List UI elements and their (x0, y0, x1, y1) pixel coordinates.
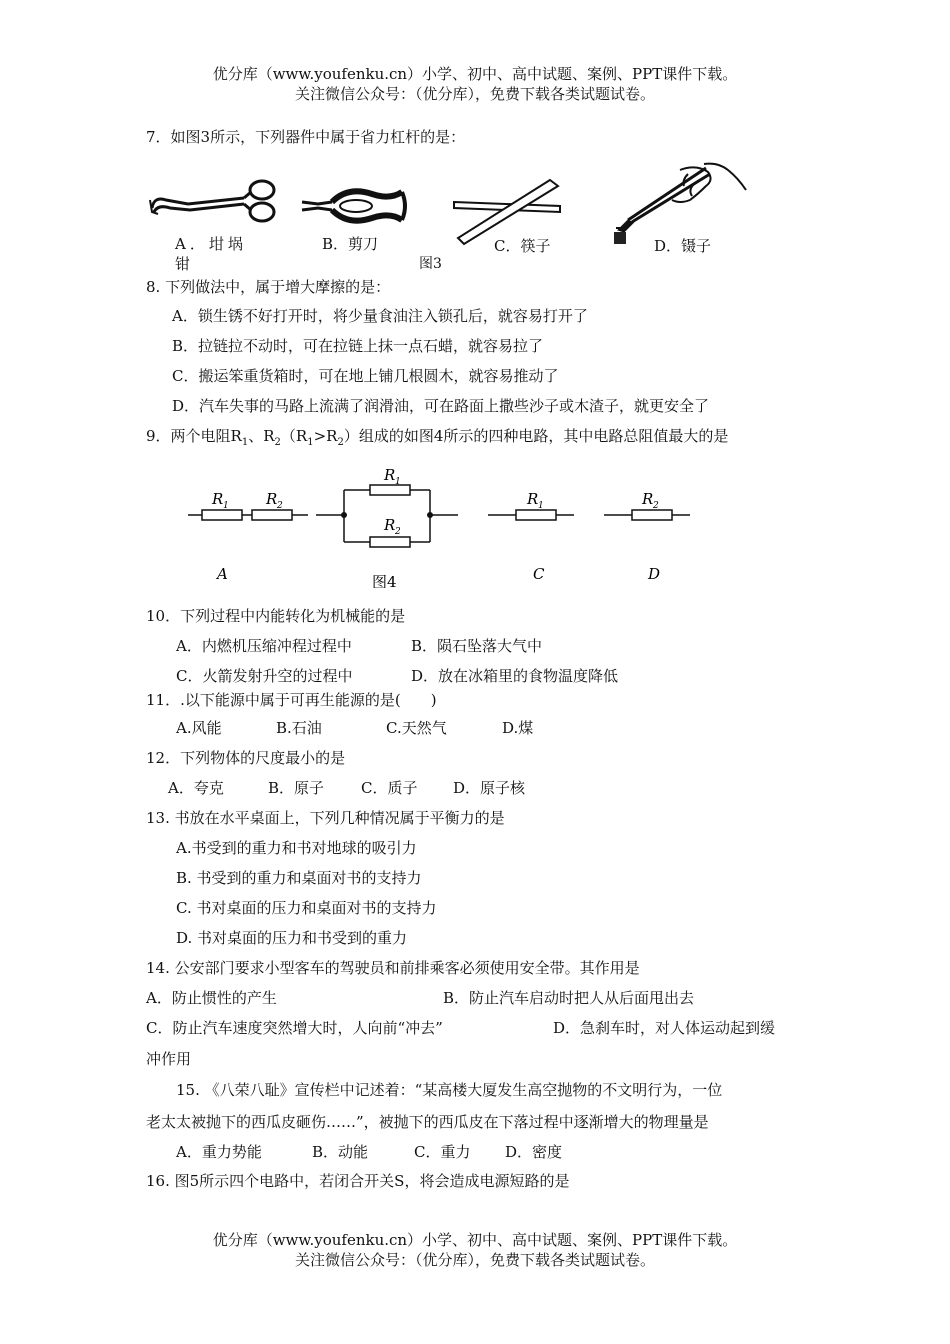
circuit-b-r2-label: R (384, 516, 396, 534)
crucible-tongs-figure (148, 178, 280, 230)
q8-option-d: D．汽车失事的马路上流满了润滑油，可在路面上撒些沙子或木渣子，就更安全了 (172, 397, 710, 415)
q14-option-d-cont: 冲作用 (146, 1050, 192, 1068)
q10-stem: 10．下列过程中内能转化为机械能的是 (146, 607, 406, 625)
circuit-c-r1-sub: 1 (538, 501, 544, 511)
circuit-a-r1-sub: 1 (223, 501, 229, 511)
q13-option-d: D. 书对桌面的压力和书受到的重力 (176, 929, 408, 947)
circuit-d-r2-sub: 2 (653, 501, 659, 511)
q11-stem: 11．.以下能源中属于可再生能源的是( ) (146, 691, 437, 709)
circuit-a-r2-sub: 2 (277, 501, 283, 511)
q7-option-a: A．坩埚 (175, 235, 247, 253)
q11-option-a: A.风能 (176, 719, 222, 737)
q7-option-d: D．镊子 (654, 237, 712, 255)
q8-option-c: C．搬运笨重货箱时，可在地上铺几根圆木，就容易推动了 (172, 367, 559, 385)
q11-option-c: C.天然气 (386, 719, 447, 737)
q15-option-b: B．动能 (312, 1143, 369, 1161)
q7-option-a-cont: 钳 (175, 255, 191, 273)
q7-option-c: C．筷子 (494, 237, 551, 255)
figure-4-caption: 图4 (372, 573, 397, 588)
q8-stem: 8. 下列做法中，属于增大摩擦的是： (146, 278, 391, 296)
q14-option-c: C．防止汽车速度突然增大时，人向前“冲去” (146, 1019, 443, 1037)
circuit-d (604, 490, 690, 520)
q8-option-a: A．锁生锈不好打开时，将少量食油注入锁孔后，就容易打开了 (172, 307, 588, 325)
header-line-1: 优分库（www.youfenku.cn）小学、初中、高中试题、案例、PPT课件下载。 (212, 65, 738, 83)
q14-stem: 14. 公安部门要求小型客车的驾驶员和前排乘客必须使用安全带。其作用是 (146, 959, 640, 977)
circuit-c-label: C (533, 565, 545, 583)
q16-stem: 16. 图5所示四个电路中，若闭合开关S，将会造成电源短路的是 (146, 1172, 570, 1190)
q13-option-b: B. 书受到的重力和桌面对书的支持力 (176, 869, 422, 887)
circuit-a-label: A (217, 565, 228, 583)
q13-option-a: A.书受到的重力和书对地球的吸引力 (176, 839, 417, 857)
footer-line-1: 优分库（www.youfenku.cn）小学、初中、高中试题、案例、PPT课件下载。 (212, 1231, 738, 1249)
figure-4-circuits (180, 464, 700, 588)
figure-3-caption: 图3 (419, 256, 442, 272)
q12-option-d: D．原子核 (453, 779, 526, 797)
circuit-a-r2-label: R (266, 490, 278, 508)
q11-option-b: B.石油 (276, 719, 322, 737)
footer-line-2: 关注微信公众号：（优分库），免费下载各类试题试卷。 (294, 1251, 655, 1269)
q10-option-d: D．放在冰箱里的食物温度降低 (411, 667, 619, 685)
q11-option-d: D.煤 (502, 719, 534, 737)
circuit-d-r2-label: R (642, 490, 654, 508)
circuit-d-label: D (648, 565, 661, 583)
circuit-c-r1-label: R (527, 490, 539, 508)
q12-stem: 12．下列物体的尺度最小的是 (146, 749, 346, 767)
q14-option-d: D．急刹车时，对人体运动起到缓 (553, 1019, 776, 1037)
q15-option-a: A．重力势能 (176, 1143, 262, 1161)
circuit-b-r1-label: R (384, 466, 396, 484)
q7-stem: 7．如图3所示，下列器件中属于省力杠杆的是： (146, 128, 466, 146)
q14-option-b: B．防止汽车启动时把人从后面甩出去 (443, 989, 695, 1007)
q12-option-b: B．原子 (268, 779, 325, 797)
q13-option-c: C. 书对桌面的压力和桌面对书的支持力 (176, 899, 437, 917)
circuit-a (188, 490, 308, 520)
header-line-2: 关注微信公众号：（优分库），免费下载各类试题试卷。 (294, 85, 655, 103)
q15-stem-line-2: 老太太被抛下的西瓜皮砸伤……”，被抛下的西瓜皮在下落过程中逐渐增大的物理量是 (146, 1113, 709, 1131)
q14-option-a: A．防止惯性的产生 (146, 989, 277, 1007)
circuit-a-r1-label: R (212, 490, 224, 508)
q8-option-b: B．拉链拉不动时，可在拉链上抹一点石蜡，就容易拉了 (172, 337, 544, 355)
q15-stem-line-1: 15. 《八荣八耻》宣传栏中记述着：“某高楼大厦发生高空抛物的不文明行为，一位 (176, 1081, 723, 1099)
q9-stem: 9．两个电阻$R_1$、$R_2(R_1>R_2)$组成的如图4所示的四种电路，其中电路总阻值最大的是 (146, 427, 729, 448)
q12-option-a: A．夸克 (168, 779, 224, 797)
q15-option-d: D．密度 (505, 1143, 563, 1161)
circuit-b-r2-sub: 2 (395, 527, 401, 537)
circuit-c (488, 490, 574, 520)
circuit-b-r1-sub: 1 (395, 477, 401, 487)
q10-option-a: A．内燃机压缩冲程过程中 (176, 637, 352, 655)
q15-option-c: C．重力 (414, 1143, 471, 1161)
q13-stem: 13. 书放在水平桌面上，下列几种情况属于平衡力的是 (146, 809, 505, 827)
circuit-b (316, 466, 458, 547)
q10-option-b: B．陨石坠落大气中 (411, 637, 543, 655)
scissors-figure (298, 184, 410, 228)
q7-option-b: B．剪刀 (322, 235, 379, 253)
q12-option-c: C．质子 (361, 779, 418, 797)
q10-option-c: C．火箭发射升空的过程中 (176, 667, 353, 685)
